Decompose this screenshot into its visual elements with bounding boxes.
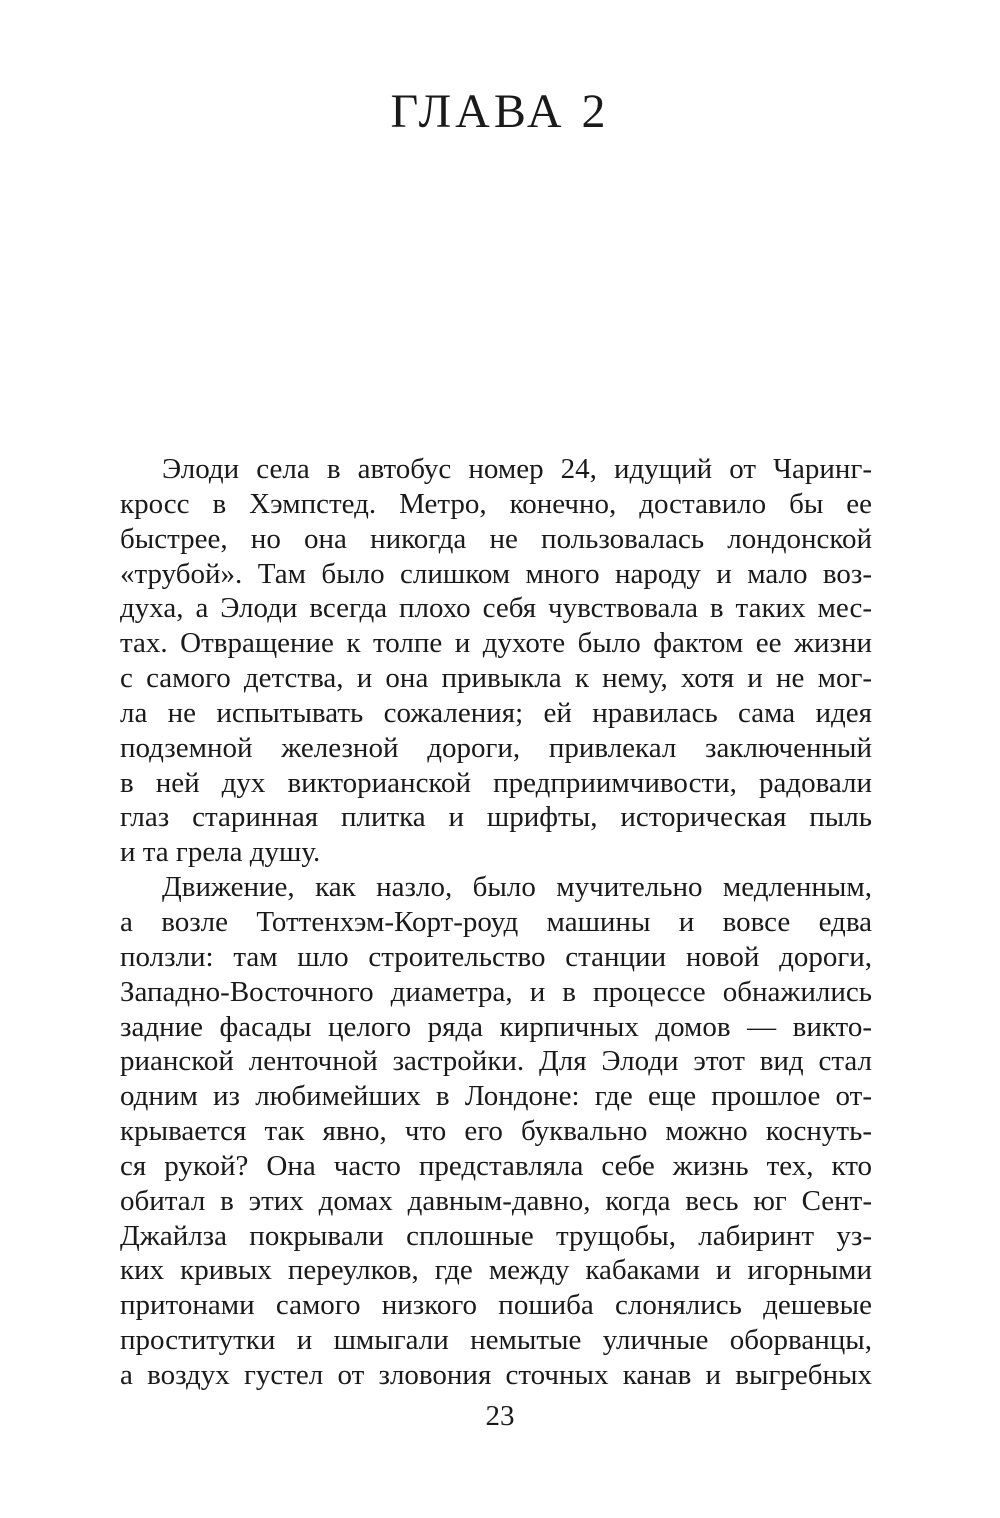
text-line: духа, а Элоди всегда плохо себя чувствовала в таких мес- [120,592,872,625]
text-line: ползли: там шло строительство станции новой дороги, [120,940,872,973]
text-line: а воздух густел от зловония сточных канав и выгребных [120,1358,872,1391]
text-line: ся рукой? Она часто представляла себе жизнь тех, кто [120,1149,872,1182]
text-line: рианской ленточной застройки. Для Элоди этот вид стал [120,1045,872,1078]
page-number: 23 [485,1400,515,1432]
text-line: ких кривых переулков, где между кабаками и игорными [120,1254,872,1287]
text-line: быстрее, но она никогда не пользовалась лондонской [120,522,872,555]
text-line: Западно-Восточного диаметра, и в процессе обнажились [120,975,872,1008]
text-line: подземной железной дороги, привлекал заключенный [120,731,872,764]
text-line: Движение, как назло, было мучительно медленным, [162,871,872,904]
text-line: ла не испытывать сожаления; ей нравилась сама идея [120,696,872,729]
text-line: проститутки и шмыгали немытые уличные оборванцы, [120,1324,872,1357]
text-line: с самого детства, и она привыкла к нему, хотя и не мог- [120,662,872,695]
text-line: тах. Отвращение к толпе и духоте было фактом ее жизни [120,627,872,660]
text-line: Джайлза покрывали сплошные трущобы, лабиринт уз- [120,1219,872,1252]
text-line: и та грела душу. [120,836,321,869]
text-line: обитал в этих домах давным-давно, когда весь юг Сент- [120,1184,872,1217]
text-line: «трубой». Там было слишком много народу и мало воз- [120,557,872,590]
text-line: в ней дух викторианской предприимчивости, радовали [120,766,872,799]
text-line: крывается так явно, что его буквально можно коснуть- [120,1115,872,1148]
text-line: задние фасады целого ряда кирпичных домов — викто- [120,1010,872,1043]
chapter-title: ГЛАВА 2 [390,85,610,138]
text-line: Элоди села в автобус номер 24, идущий от Чаринг- [162,453,872,485]
text-line: одним из любимейших в Лондоне: где еще прошлое от- [120,1080,872,1113]
text-line: кросс в Хэмпстед. Метро, конечно, доставило бы ее [120,487,872,520]
body-text [120,452,872,1393]
text-line: глаз старинная плитка и шрифты, историческая пыль [120,801,872,834]
text-line: притонами самого низкого пошиба слонялись дешевые [120,1289,872,1322]
text-line: а возле Тоттенхэм-Корт-роуд машины и вовсе едва [120,905,872,938]
